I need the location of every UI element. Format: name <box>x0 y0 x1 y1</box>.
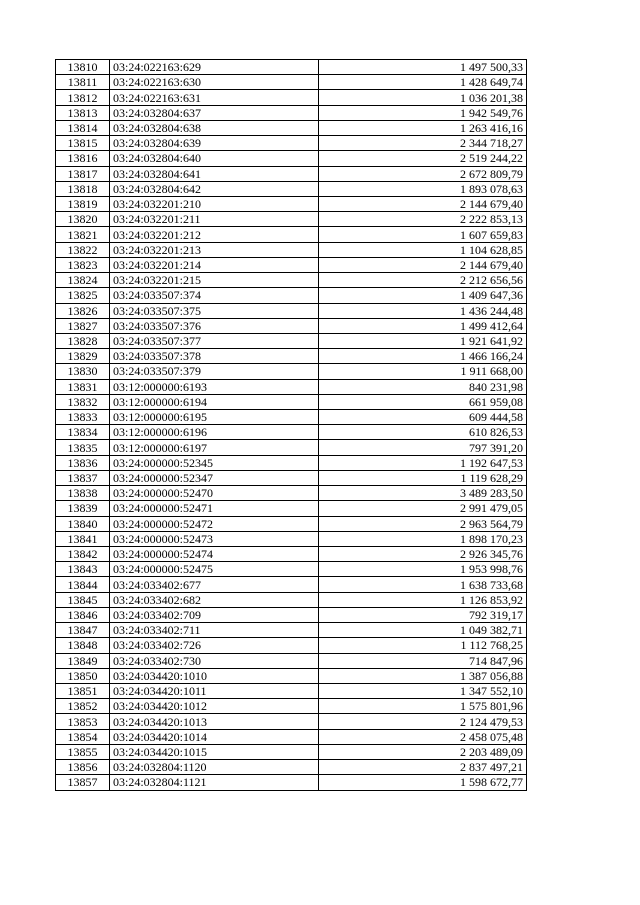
cadastral-number-cell: 03:24:022163:630 <box>110 75 319 90</box>
row-number-cell: 13834 <box>56 425 110 440</box>
cadastral-value-cell: 1 409 647,36 <box>319 288 527 303</box>
row-number-cell: 13850 <box>56 668 110 683</box>
row-number-cell: 13823 <box>56 257 110 272</box>
cadastral-number-cell: 03:24:032804:1120 <box>110 760 319 775</box>
cadastral-number-cell: 03:24:032201:212 <box>110 227 319 242</box>
table-row <box>56 136 527 151</box>
table-row <box>56 683 527 698</box>
row-number-cell: 13853 <box>56 714 110 729</box>
row-number-cell: 13833 <box>56 410 110 425</box>
row-number-cell: 13810 <box>56 60 110 75</box>
cadastral-number-cell: 03:24:034420:1013 <box>110 714 319 729</box>
cadastral-value-cell: 1 192 647,53 <box>319 455 527 470</box>
table-row <box>56 394 527 409</box>
cadastral-number-cell: 03:24:032201:211 <box>110 212 319 227</box>
cadastral-number-cell: 03:24:033507:378 <box>110 349 319 364</box>
cadastral-value-cell: 1 638 733,68 <box>319 577 527 592</box>
cadastral-value-cell: 3 489 283,50 <box>319 486 527 501</box>
cadastral-value-cell: 2 203 489,09 <box>319 744 527 759</box>
table-row <box>56 212 527 227</box>
cadastral-value-cell: 609 444,58 <box>319 410 527 425</box>
cadastral-value-cell: 1 347 552,10 <box>319 683 527 698</box>
cadastral-value-cell: 2 672 809,79 <box>319 166 527 181</box>
row-number-cell: 13836 <box>56 455 110 470</box>
row-number-cell: 13838 <box>56 486 110 501</box>
row-number-cell: 13840 <box>56 516 110 531</box>
row-number-cell: 13815 <box>56 136 110 151</box>
table-row <box>56 775 527 790</box>
row-number-cell: 13824 <box>56 273 110 288</box>
cadastral-value-cell: 792 319,17 <box>319 607 527 622</box>
row-number-cell: 13819 <box>56 196 110 211</box>
cadastral-value-cell: 1 436 244,48 <box>319 303 527 318</box>
cadastral-value-cell: 1 263 416,16 <box>319 120 527 135</box>
table-row <box>56 257 527 272</box>
cadastral-number-cell: 03:24:032201:210 <box>110 196 319 211</box>
table-row <box>56 699 527 714</box>
row-number-cell: 13826 <box>56 303 110 318</box>
table-row <box>56 668 527 683</box>
cadastral-number-cell: 03:24:034420:1012 <box>110 699 319 714</box>
cadastral-number-cell: 03:24:034420:1014 <box>110 729 319 744</box>
cadastral-number-cell: 03:24:033402:682 <box>110 592 319 607</box>
row-number-cell: 13851 <box>56 683 110 698</box>
table-row <box>56 227 527 242</box>
table-row <box>56 501 527 516</box>
table-row <box>56 623 527 638</box>
cadastral-number-cell: 03:24:000000:52475 <box>110 562 319 577</box>
row-number-cell: 13814 <box>56 120 110 135</box>
cadastral-number-cell: 03:12:000000:6195 <box>110 410 319 425</box>
cadastral-value-cell: 610 826,53 <box>319 425 527 440</box>
table-row <box>56 577 527 592</box>
cadastral-number-cell: 03:24:000000:52474 <box>110 547 319 562</box>
table-row <box>56 410 527 425</box>
cadastral-value-cell: 1 428 649,74 <box>319 75 527 90</box>
cadastral-number-cell: 03:24:032201:213 <box>110 242 319 257</box>
row-number-cell: 13849 <box>56 653 110 668</box>
table-row <box>56 166 527 181</box>
cadastral-value-cell: 840 231,98 <box>319 379 527 394</box>
table-row <box>56 562 527 577</box>
cadastral-value-cell: 1 112 768,25 <box>319 638 527 653</box>
row-number-cell: 13854 <box>56 729 110 744</box>
cadastral-number-cell: 03:24:032804:641 <box>110 166 319 181</box>
cadastral-value-cell: 714 847,96 <box>319 653 527 668</box>
cadastral-number-cell: 03:24:032804:637 <box>110 105 319 120</box>
cadastral-value-cell: 2 222 853,13 <box>319 212 527 227</box>
cadastral-value-cell: 1 119 628,29 <box>319 470 527 485</box>
row-number-cell: 13816 <box>56 151 110 166</box>
table-row <box>56 151 527 166</box>
cadastral-number-cell: 03:24:032804:642 <box>110 181 319 196</box>
table-row <box>56 318 527 333</box>
table-row <box>56 729 527 744</box>
row-number-cell: 13822 <box>56 242 110 257</box>
cadastral-value-cell: 2 144 679,40 <box>319 257 527 272</box>
table-row <box>56 653 527 668</box>
cadastral-number-cell: 03:24:033507:377 <box>110 333 319 348</box>
cadastral-value-cell: 2 458 075,48 <box>319 729 527 744</box>
row-number-cell: 13852 <box>56 699 110 714</box>
table-row <box>56 196 527 211</box>
table-row <box>56 547 527 562</box>
row-number-cell: 13839 <box>56 501 110 516</box>
table-row <box>56 273 527 288</box>
cadastral-number-cell: 03:12:000000:6196 <box>110 425 319 440</box>
cadastral-number-cell: 03:24:033507:379 <box>110 364 319 379</box>
table-row <box>56 592 527 607</box>
table-row <box>56 760 527 775</box>
row-number-cell: 13813 <box>56 105 110 120</box>
cadastral-value-cell: 797 391,20 <box>319 440 527 455</box>
cadastral-value-cell: 1 104 628,85 <box>319 242 527 257</box>
table-row <box>56 455 527 470</box>
table-row <box>56 744 527 759</box>
table-row <box>56 638 527 653</box>
table-row <box>56 181 527 196</box>
cadastral-number-cell: 03:24:000000:52345 <box>110 455 319 470</box>
cadastral-value-cell: 661 959,08 <box>319 394 527 409</box>
cadastral-number-cell: 03:24:033402:726 <box>110 638 319 653</box>
row-number-cell: 13848 <box>56 638 110 653</box>
table-row <box>56 120 527 135</box>
cadastral-number-cell: 03:24:033507:375 <box>110 303 319 318</box>
row-number-cell: 13827 <box>56 318 110 333</box>
table-row <box>56 105 527 120</box>
cadastral-value-cell: 2 837 497,21 <box>319 760 527 775</box>
cadastral-number-cell: 03:24:034420:1015 <box>110 744 319 759</box>
row-number-cell: 13845 <box>56 592 110 607</box>
row-number-cell: 13831 <box>56 379 110 394</box>
row-number-cell: 13820 <box>56 212 110 227</box>
cadastral-value-cell: 1 036 201,38 <box>319 90 527 105</box>
row-number-cell: 13817 <box>56 166 110 181</box>
table-row <box>56 303 527 318</box>
row-number-cell: 13832 <box>56 394 110 409</box>
row-number-cell: 13842 <box>56 547 110 562</box>
table-row <box>56 364 527 379</box>
cadastral-value-cell: 1 049 382,71 <box>319 623 527 638</box>
row-number-cell: 13843 <box>56 562 110 577</box>
cadastral-number-cell: 03:24:033402:709 <box>110 607 319 622</box>
registry-table <box>55 59 527 791</box>
table-row <box>56 333 527 348</box>
cadastral-number-cell: 03:24:022163:629 <box>110 60 319 75</box>
table-row <box>56 75 527 90</box>
table-row <box>56 531 527 546</box>
row-number-cell: 13829 <box>56 349 110 364</box>
cadastral-value-cell: 2 212 656,56 <box>319 273 527 288</box>
cadastral-value-cell: 2 344 718,27 <box>319 136 527 151</box>
row-number-cell: 13821 <box>56 227 110 242</box>
table-row <box>56 242 527 257</box>
cadastral-number-cell: 03:24:033402:730 <box>110 653 319 668</box>
cadastral-value-cell: 1 911 668,00 <box>319 364 527 379</box>
row-number-cell: 13825 <box>56 288 110 303</box>
table-row <box>56 288 527 303</box>
cadastral-number-cell: 03:24:033507:374 <box>110 288 319 303</box>
cadastral-number-cell: 03:24:033402:677 <box>110 577 319 592</box>
row-number-cell: 13837 <box>56 470 110 485</box>
cadastral-value-cell: 1 942 549,76 <box>319 105 527 120</box>
table-row <box>56 486 527 501</box>
cadastral-value-cell: 1 607 659,83 <box>319 227 527 242</box>
table-row <box>56 714 527 729</box>
cadastral-value-cell: 1 466 166,24 <box>319 349 527 364</box>
cadastral-value-cell: 1 126 853,92 <box>319 592 527 607</box>
cadastral-value-cell: 1 893 078,63 <box>319 181 527 196</box>
cadastral-number-cell: 03:24:000000:52472 <box>110 516 319 531</box>
cadastral-number-cell: 03:24:000000:52471 <box>110 501 319 516</box>
row-number-cell: 13857 <box>56 775 110 790</box>
row-number-cell: 13811 <box>56 75 110 90</box>
table-row <box>56 516 527 531</box>
row-number-cell: 13855 <box>56 744 110 759</box>
cadastral-value-cell: 2 124 479,53 <box>319 714 527 729</box>
cadastral-number-cell: 03:24:032804:640 <box>110 151 319 166</box>
table-row <box>56 440 527 455</box>
table-row <box>56 379 527 394</box>
cadastral-number-cell: 03:24:000000:52347 <box>110 470 319 485</box>
cadastral-value-cell: 1 921 641,92 <box>319 333 527 348</box>
cadastral-number-cell: 03:24:000000:52473 <box>110 531 319 546</box>
cadastral-number-cell: 03:12:000000:6194 <box>110 394 319 409</box>
row-number-cell: 13818 <box>56 181 110 196</box>
cadastral-value-cell: 2 144 679,40 <box>319 196 527 211</box>
row-number-cell: 13835 <box>56 440 110 455</box>
row-number-cell: 13844 <box>56 577 110 592</box>
cadastral-number-cell: 03:12:000000:6193 <box>110 379 319 394</box>
cadastral-number-cell: 03:24:032804:639 <box>110 136 319 151</box>
table-row <box>56 470 527 485</box>
cadastral-value-cell: 1 387 056,88 <box>319 668 527 683</box>
cadastral-number-cell: 03:24:032201:215 <box>110 273 319 288</box>
cadastral-value-cell: 2 963 564,79 <box>319 516 527 531</box>
cadastral-number-cell: 03:24:032804:1121 <box>110 775 319 790</box>
table-row <box>56 607 527 622</box>
row-number-cell: 13847 <box>56 623 110 638</box>
row-number-cell: 13856 <box>56 760 110 775</box>
cadastral-number-cell: 03:24:032804:638 <box>110 120 319 135</box>
cadastral-number-cell: 03:24:033507:376 <box>110 318 319 333</box>
registry-table-body <box>56 60 527 791</box>
row-number-cell: 13846 <box>56 607 110 622</box>
table-row <box>56 425 527 440</box>
table-row <box>56 60 527 75</box>
table-row <box>56 90 527 105</box>
row-number-cell: 13841 <box>56 531 110 546</box>
cadastral-value-cell: 2 519 244,22 <box>319 151 527 166</box>
cadastral-number-cell: 03:24:033402:711 <box>110 623 319 638</box>
cadastral-number-cell: 03:24:032201:214 <box>110 257 319 272</box>
cadastral-value-cell: 1 575 801,96 <box>319 699 527 714</box>
cadastral-number-cell: 03:24:034420:1011 <box>110 683 319 698</box>
cadastral-value-cell: 1 953 998,76 <box>319 562 527 577</box>
row-number-cell: 13830 <box>56 364 110 379</box>
cadastral-number-cell: 03:24:000000:52470 <box>110 486 319 501</box>
row-number-cell: 13812 <box>56 90 110 105</box>
cadastral-value-cell: 1 497 500,33 <box>319 60 527 75</box>
cadastral-value-cell: 1 898 170,23 <box>319 531 527 546</box>
cadastral-value-cell: 2 926 345,76 <box>319 547 527 562</box>
cadastral-number-cell: 03:24:022163:631 <box>110 90 319 105</box>
cadastral-value-cell: 1 598 672,77 <box>319 775 527 790</box>
cadastral-value-cell: 2 991 479,05 <box>319 501 527 516</box>
table-row <box>56 349 527 364</box>
cadastral-number-cell: 03:12:000000:6197 <box>110 440 319 455</box>
cadastral-number-cell: 03:24:034420:1010 <box>110 668 319 683</box>
cadastral-value-cell: 1 499 412,64 <box>319 318 527 333</box>
row-number-cell: 13828 <box>56 333 110 348</box>
